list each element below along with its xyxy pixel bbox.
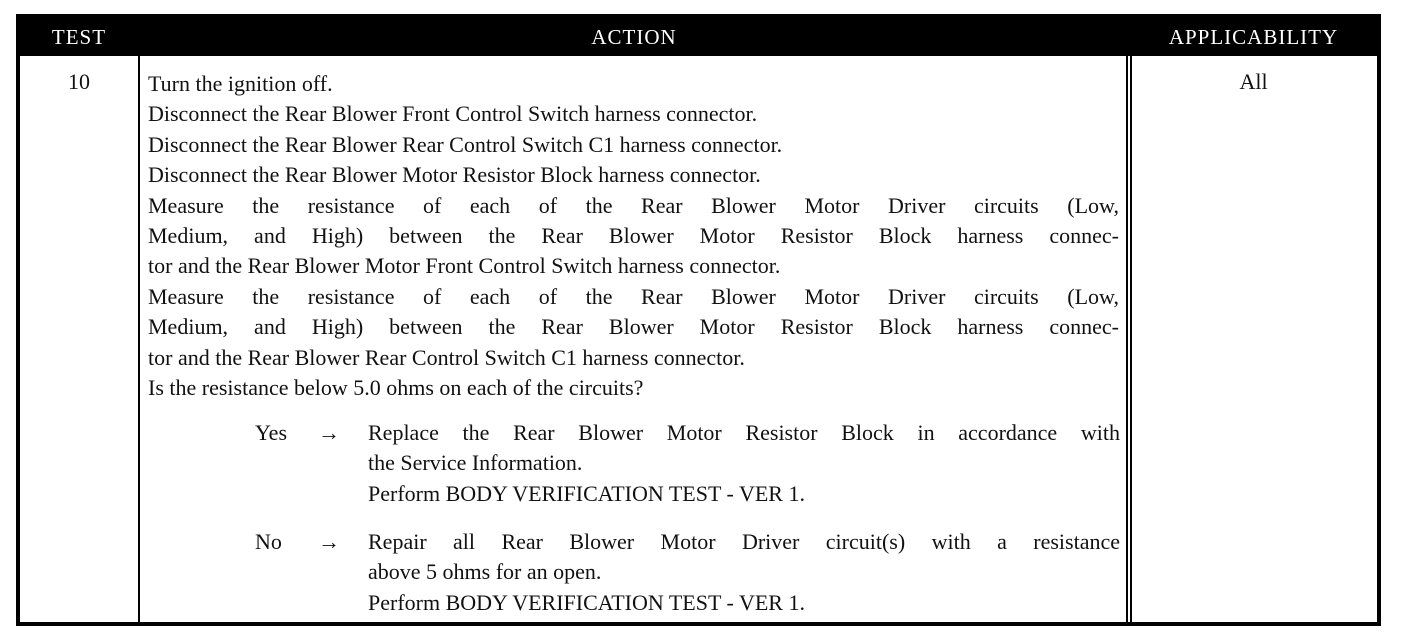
action-line: Disconnect the Rear Blower Rear Control Switch C1 harness connector. bbox=[148, 131, 783, 157]
test-number: 10 bbox=[68, 69, 90, 94]
action-line: Medium, and High) between the Rear Blower Motor Resistor Block harness connec- bbox=[148, 223, 1119, 249]
outcome-line: the Service Information. bbox=[368, 450, 583, 476]
action-line: tor and the Rear Blower Motor Front Control Switch harness connector. bbox=[148, 253, 781, 279]
table-header bbox=[20, 18, 1377, 56]
outcome-yes-label: Yes bbox=[255, 420, 288, 445]
column-divider-action-left bbox=[1126, 56, 1128, 622]
action-line: Turn the ignition off. bbox=[148, 71, 333, 96]
applicability-value: All bbox=[1239, 69, 1268, 94]
outcome-line: Perform BODY VERIFICATION TEST - VER 1. bbox=[368, 589, 805, 615]
outcome-line: Replace the Rear Blower Motor Resistor Block in accordance with bbox=[368, 420, 1120, 445]
action-line: Measure the resistance of each of the Rear Blower Motor Driver circuits (Low, bbox=[148, 283, 1119, 309]
outcome-line: Repair all Rear Blower Motor Driver circuit(s) with a resistance bbox=[368, 529, 1120, 554]
outcome-line: Perform BODY VERIFICATION TEST - VER 1. bbox=[368, 480, 805, 506]
action-line: Disconnect the Rear Blower Motor Resistor Block harness connector. bbox=[148, 162, 761, 188]
action-line: Disconnect the Rear Blower Front Control Switch harness connector. bbox=[148, 101, 758, 127]
action-question: Is the resistance below 5.0 ohms on each of the circuits? bbox=[148, 375, 644, 401]
outcome-line: above 5 ohms for an open. bbox=[368, 559, 602, 585]
arrow-right-icon: → bbox=[318, 420, 340, 445]
action-line: Medium, and High) between the Rear Blower Motor Resistor Block harness connec- bbox=[148, 314, 1119, 340]
action-steps bbox=[148, 69, 1119, 403]
header-test: TEST bbox=[51, 25, 107, 49]
outcome-no-text bbox=[368, 527, 1120, 618]
action-line: Measure the resistance of each of the Rear Blower Motor Driver circuits (Low, bbox=[148, 192, 1119, 218]
arrow-right-icon: → bbox=[318, 529, 340, 554]
column-divider-test bbox=[138, 56, 140, 622]
outcome-yes-text bbox=[368, 418, 1120, 509]
header-action: ACTION bbox=[591, 25, 677, 49]
diagnostic-test-table bbox=[16, 14, 1381, 626]
column-divider-action-right bbox=[1130, 56, 1132, 622]
outcome-no-label: No bbox=[255, 529, 282, 554]
action-line: tor and the Rear Blower Rear Control Switch C1 harness connector. bbox=[148, 344, 745, 370]
header-applicability: APPLICABILITY bbox=[1168, 25, 1339, 49]
